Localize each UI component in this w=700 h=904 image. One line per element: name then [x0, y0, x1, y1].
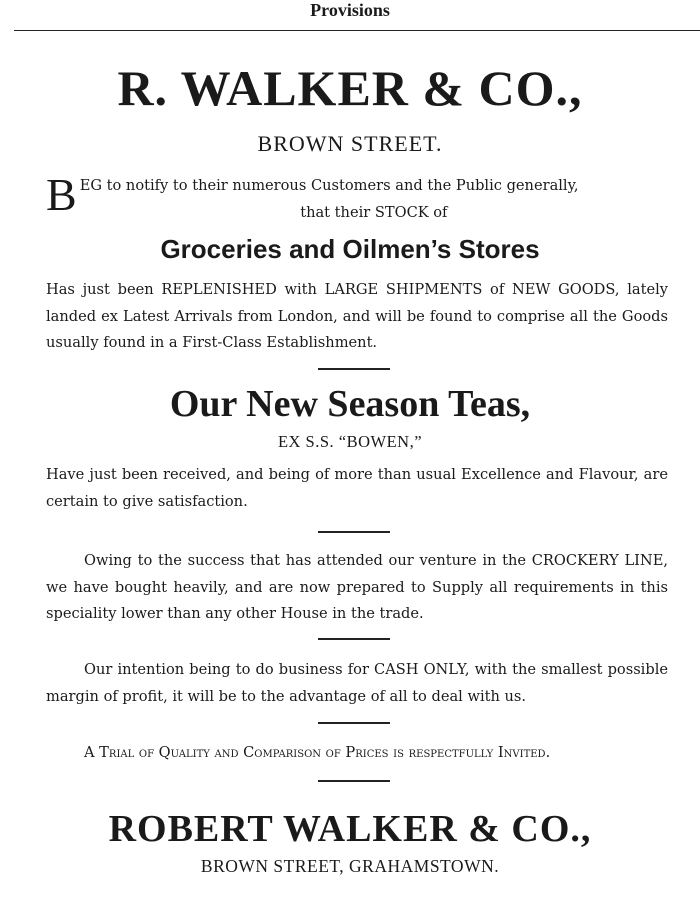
divider-rule [318, 780, 390, 782]
teas-paragraph: Have just been received, and being of more than usual Excellence and Flavour, are certain to give satisfaction. [46, 466, 668, 510]
cash-paragraph: Our intention being to do business for CASH ONLY, with the smallest possible margin of profit, it will be to the advantage of all to deal with us. [46, 661, 668, 705]
stores-paragraph: Has just been REPLENISHED with LARGE SHIPMENTS of NEW GOODS, lately landed ex Latest Arrivals from London, and will be found to comprise all the Goods usually found in a First-Class Establishment. [46, 281, 668, 351]
footer-address: BROWN STREET, GRAHAMSTOWN. [200, 856, 500, 876]
advert-title: R. WALKER & CO., [117, 60, 583, 116]
header-rule [14, 30, 700, 31]
teas-ship: EX S.S. “BOWEN,” [277, 432, 423, 451]
intro-text: EG to notify to their numerous Customers and the Public generally, [79, 177, 579, 194]
drop-cap: B [46, 169, 77, 220]
section-header: Provisions [310, 0, 390, 20]
intro-paragraph [46, 169, 668, 226]
teas-heading: Our New Season Teas, [169, 383, 531, 425]
crockery-paragraph: Owing to the success that has attended our venture in the CROCKERY LINE, we have bought heavily, and are now prepared to Supply all requirements in this speciality lower than any other House in the trade. [46, 552, 668, 622]
divider-rule [318, 722, 390, 724]
trial-paragraph: A Trial of Quality and Comparison of Prices is respectfully Invited. [84, 744, 551, 761]
divider-rule [318, 531, 390, 533]
stores-heading: Groceries and Oilmen’s Stores [160, 234, 540, 264]
footer-name: ROBERT WALKER & CO., [108, 808, 592, 850]
divider-rule [318, 638, 390, 640]
intro-line-2: that their STOCK of [300, 203, 448, 221]
advert-address: BROWN STREET. [257, 131, 443, 156]
divider-rule [318, 368, 390, 370]
